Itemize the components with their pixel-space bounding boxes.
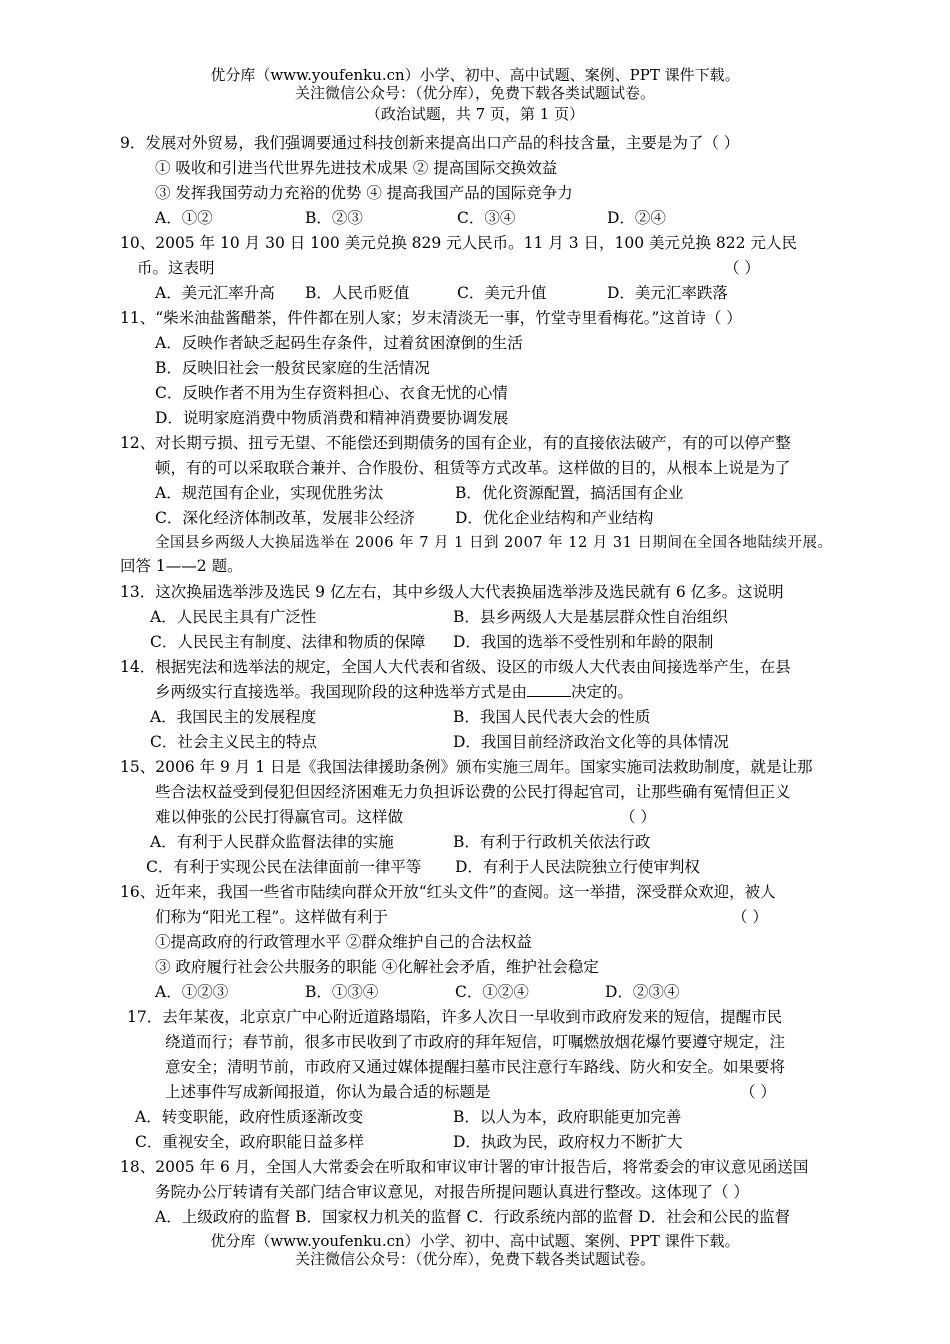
q14-option-d: D．我国目前经济政治文化等的具体情况 (453, 733, 729, 751)
q17-stem-2: 绕道而行；春节前，很多市民收到了市政府的拜年短信，叮嘱燃放烟花爆竹要遵守规定，注 (165, 1033, 786, 1051)
q16-option-a: A．①②③ (155, 983, 229, 1001)
q16-stem-2: 们称为“阳光工程”。这样做有利于 (155, 908, 388, 926)
q18-options: A．上级政府的监督 B．国家权力机关的监督 C．行政系统内部的监督 D．社会和公民的监督 (155, 1208, 791, 1226)
q9-option-a: A．①② (155, 209, 213, 227)
section-intro-2: 回答 1——2 题。 (120, 557, 243, 575)
q15-option-d: D．有利于人民法院独立行使审判权 (455, 858, 700, 876)
q15-stem-1: 15、2006 年 9 月 1 日是《我国法律援助条例》颁布实施三周年。国家实施司法救助制度，就是让那 (120, 758, 813, 776)
q16-answer-paren: （ ） (732, 908, 768, 926)
q9-stem: 9．发展对外贸易，我们强调要通过科技创新来提高出口产品的科技含量，主要是为了（ ） (120, 134, 740, 152)
q13-option-c: C．人民民主有制度、法律和物质的保障 (150, 633, 426, 651)
q12-option-d: D．优化企业结构和产业结构 (455, 509, 654, 527)
q16-stem-1: 16、近年来，我国一些省市陆续向群众开放“红头文件”的查阅。这一举措，深受群众欢迎，被人 (120, 883, 776, 901)
q16-options-12: ①提高政府的行政管理水平 ②群众维护自己的合法权益 (155, 933, 532, 951)
q16-option-c: C．①②④ (455, 983, 529, 1001)
q14-stem-2a: 乡两级实行直接选举。我国现阶段的这种选举方式是由 (155, 683, 528, 701)
q12-option-a: A．规范国有企业，实现优胜劣汰 (155, 484, 384, 502)
q14-stem-2b: 决定的。 (571, 683, 634, 701)
footer-line-1: 优分库（www.youfenku.cn）小学、初中、高中试题、案例、PPT 课件下载。 (210, 1232, 740, 1250)
q10-stem-1: 10、2005 年 10 月 30 日 100 美元兑换 829 元人民币。11 月 3 日，100 美元兑换 822 元人民 (120, 234, 797, 252)
q9-options-12: ① 吸收和引进当代世界先进技术成果 ② 提高国际交换效益 (155, 159, 558, 177)
q16-options-34: ③ 政府履行社会公共服务的职能 ④化解社会矛盾，维护社会稳定 (155, 958, 599, 976)
q10-stem-2: 币。这表明 (137, 259, 215, 277)
q14-option-a: A．我国民主的发展程度 (150, 708, 317, 726)
q11-stem: 11、“柴米油盐酱醋茶，件件都在别人家；岁末清淡无一事，竹堂寺里看梅花。”这首诗（ ） (120, 309, 742, 327)
fill-in-blank (527, 682, 571, 697)
q11-option-d: D．说明家庭消费中物质消费和精神消费要协调发展 (155, 409, 509, 427)
q12-stem-1: 12、对长期亏损、扭亏无望、不能偿还到期债务的国有企业，有的直接依法破产，有的可以停产整 (120, 434, 791, 452)
q14-option-b: B．我国人民代表大会的性质 (453, 708, 651, 726)
q17-answer-paren: （ ） (740, 1083, 776, 1101)
q12-stem-2: 顿，有的可以采取联合兼并、合作股份、租赁等方式改革。这样做的目的，从根本上说是为了 (155, 459, 791, 477)
q18-stem-1: 18、2005 年 6 月，全国人大常委会在听取和审议审计署的审计报告后，将常委会的审议意见函送国 (120, 1158, 809, 1176)
q17-option-b: B．以人为本，政府职能更加完善 (453, 1108, 682, 1126)
q12-option-b: B．优化资源配置，搞活国有企业 (455, 484, 684, 502)
q13-option-d: D．我国的选举不受性别和年龄的限制 (453, 633, 714, 651)
header-line-1: 优分库（www.youfenku.cn）小学、初中、高中试题、案例、PPT 课件下载。 (210, 66, 740, 84)
q16-option-d: D．②③④ (605, 983, 680, 1001)
q11-option-a: A．反映作者缺乏起码生存条件，过着贫困潦倒的生活 (155, 334, 523, 352)
q10-option-c: C．美元升值 (457, 284, 547, 302)
q10-option-a: A．美元汇率升高 (155, 284, 275, 302)
q14-option-c: C．社会主义民主的特点 (150, 733, 317, 751)
footer-line-2: 关注微信公众号：（优分库），免费下载各类试题试卷。 (294, 1250, 655, 1268)
q15-answer-paren: （ ） (620, 808, 656, 826)
q13-stem: 13．这次换届选举涉及选民 9 亿左右，其中乡级人大代表换届选举涉及选民就有 6 亿多。这说明 (120, 583, 784, 601)
q13-option-a: A．人民民主具有广泛性 (150, 608, 317, 626)
section-intro-1: 全国县乡两级人大换届选举在 2006 年 7 月 1 日到 2007 年 12 月 31 日期间在全国各地陆续开展。 (155, 535, 833, 551)
header-line-2: 关注微信公众号：（优分库），免费下载各类试题试卷。 (294, 84, 655, 102)
q13-option-b: B．县乡两级人大是基层群众性自治组织 (453, 608, 728, 626)
q18-stem-2: 务院办公厅转请有关部门结合审议意见，对报告所提问题认真进行整改。这体现了（ ） (155, 1183, 749, 1201)
q17-option-c: C．重视安全，政府职能日益多样 (135, 1133, 364, 1151)
q15-option-c: C．有利于实现公民在法律面前一律平等 (146, 858, 422, 876)
q9-option-b: B．②③ (305, 209, 363, 227)
q17-option-a: A．转变职能，政府性质逐渐改变 (135, 1108, 364, 1126)
q15-option-a: A．有利于人民群众监督法律的实施 (150, 833, 394, 851)
q10-option-b: B．人民币贬值 (305, 284, 410, 302)
q10-answer-paren: （ ） (724, 259, 760, 277)
q10-option-d: D．美元汇率跌落 (607, 284, 728, 302)
q15-stem-3: 难以伸张的公民打得赢官司。这样做 (155, 808, 404, 826)
q14-stem-1: 14．根据宪法和选举法的规定，全国人大代表和省级、设区的市级人大代表由间接选举产生，在县 (120, 658, 791, 676)
q11-option-c: C．反映作者不用为生存资料担心、衣食无忧的心情 (155, 384, 508, 402)
q17-stem-3: 意安全；清明节前，市政府又通过媒体提醒扫墓市民注意行车路线、防火和安全。如果要将 (165, 1058, 786, 1076)
q11-option-b: B．反映旧社会一般贫民家庭的生活情况 (155, 359, 430, 377)
q17-option-d: D．执政为民，政府权力不断扩大 (453, 1133, 683, 1151)
page-subtitle: （政治试题，共 7 页，第 1 页） (365, 105, 585, 123)
q12-option-c: C．深化经济体制改革，发展非公经济 (155, 509, 415, 527)
q17-stem-1: 17．去年某夜，北京京广中心附近道路塌陷，许多人次日一早收到市政府发来的短信，提醒市民 (127, 1008, 783, 1026)
q17-stem-4: 上述事件写成新闻报道，你认为最合适的标题是 (165, 1083, 491, 1101)
q15-stem-2: 些合法权益受到侵犯但因经济困难无力负担诉讼费的公民打得起官司，让那些确有冤情但正义 (155, 783, 791, 801)
q9-option-c: C．③④ (457, 209, 516, 227)
q9-option-d: D．②④ (607, 209, 666, 227)
q16-option-b: B．①③④ (305, 983, 379, 1001)
q14-stem-2 (155, 682, 633, 702)
q9-options-34: ③ 发挥我国劳动力充裕的优势 ④ 提高我国产品的国际竞争力 (155, 184, 573, 202)
q15-option-b: B．有利于行政机关依法行政 (453, 833, 651, 851)
